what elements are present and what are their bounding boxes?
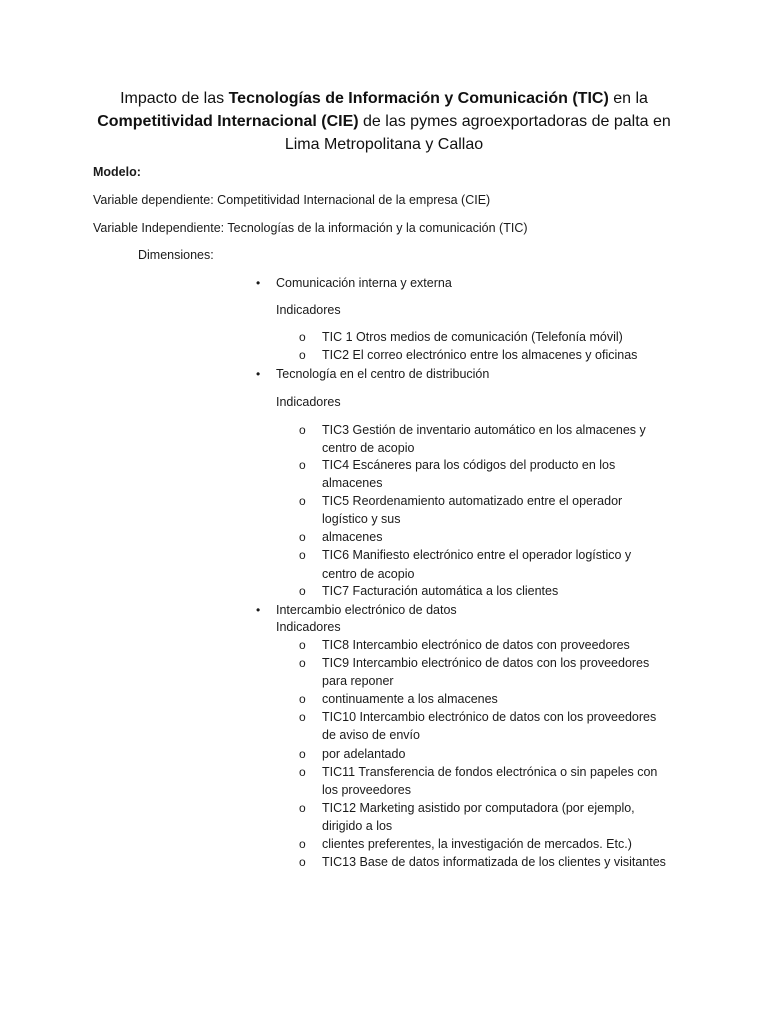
circle-bullet: o — [299, 801, 306, 815]
indicator-tic11-line1: TIC11 Transferencia de fondos electrónica o sin papeles con — [322, 765, 658, 779]
dimension-1-label: Comunicación interna y externa — [276, 276, 452, 290]
modelo-label: Modelo: — [93, 165, 141, 179]
circle-bullet: o — [299, 692, 306, 706]
title-line-1: Impacto de las Tecnologías de Información y Comunicación (TIC) en la — [120, 90, 648, 107]
indicator-tic12-line1: TIC12 Marketing asistido por computadora (por ejemplo, — [322, 801, 635, 815]
indicator-tic3-line2: centro de acopio — [322, 441, 415, 455]
title-bold-cie: Competitividad Internacional (CIE) — [97, 113, 359, 130]
dimension-2-label: Tecnología en el centro de distribución — [276, 367, 490, 381]
indicator-tic12-line2: dirigido a los — [322, 819, 393, 833]
circle-bullet: o — [299, 458, 306, 472]
circle-bullet: o — [299, 656, 306, 670]
dimensiones-label: Dimensiones: — [138, 248, 214, 262]
circle-bullet: o — [299, 494, 306, 508]
circle-bullet: o — [299, 837, 306, 851]
dimension-1-indicadores: Indicadores — [276, 303, 341, 317]
indicator-tic10-line2: de aviso de envío — [322, 728, 420, 742]
indicator-tic4-line2: almacenes — [322, 476, 383, 490]
circle-bullet: o — [299, 348, 306, 362]
indicator-clientes-preferentes: clientes preferentes, la investigación de mercados. Etc.) — [322, 837, 632, 851]
bullet-dim2: • — [256, 367, 261, 381]
indicator-tic7: TIC7 Facturación automática a los clientes — [322, 584, 559, 598]
circle-bullet: o — [299, 710, 306, 724]
indicator-continuamente: continuamente a los almacenes — [322, 692, 498, 706]
circle-bullet: o — [299, 855, 306, 869]
circle-bullet: o — [299, 747, 306, 761]
indicator-tic6-line2: centro de acopio — [322, 567, 415, 581]
indicator-tic6-line1: TIC6 Manifiesto electrónico entre el operador logístico y — [322, 548, 632, 562]
indicator-tic8: TIC8 Intercambio electrónico de datos con proveedores — [322, 638, 630, 652]
indicator-tic11-line2: los proveedores — [322, 783, 411, 797]
indicator-almacenes: almacenes — [322, 530, 383, 544]
variable-independiente: Variable Independiente: Tecnologías de la información y la comunicación (TIC) — [93, 221, 528, 235]
document-title — [60, 87, 708, 156]
dimension-2-indicadores: Indicadores — [276, 395, 341, 409]
dimension-3-indicadores: Indicadores — [276, 620, 341, 634]
indicator-tic4-line1: TIC4 Escáneres para los códigos del producto en los — [322, 458, 616, 472]
indicator-tic5-line2: logístico y sus — [322, 512, 401, 526]
indicator-tic10-line1: TIC10 Intercambio electrónico de datos con los proveedores — [322, 710, 657, 724]
indicator-tic1: TIC 1 Otros medios de comunicación (Telefonía móvil) — [322, 330, 623, 344]
bullet-dim3: • — [256, 603, 261, 617]
circle-bullet: o — [299, 584, 306, 598]
circle-bullet: o — [299, 330, 306, 344]
circle-bullet: o — [299, 638, 306, 652]
indicator-por-adelantado: por adelantado — [322, 747, 406, 761]
variable-dependiente: Variable dependiente: Competitividad Internacional de la empresa (CIE) — [93, 193, 491, 207]
title-line-2: Competitividad Internacional (CIE) de las pymes agroexportadoras de palta en — [97, 113, 671, 130]
circle-bullet: o — [299, 548, 306, 562]
indicator-tic3-line1: TIC3 Gestión de inventario automático en los almacenes y — [322, 423, 646, 437]
indicator-tic5-line1: TIC5 Reordenamiento automatizado entre el operador — [322, 494, 623, 508]
circle-bullet: o — [299, 765, 306, 779]
indicator-tic13: TIC13 Base de datos informatizada de los clientes y visitantes — [322, 855, 666, 869]
circle-bullet: o — [299, 423, 306, 437]
circle-bullet: o — [299, 530, 306, 544]
bullet-dim1: • — [256, 276, 261, 290]
dimension-3-label: Intercambio electrónico de datos — [276, 603, 457, 617]
indicator-tic9-line2: para reponer — [322, 674, 394, 688]
title-line-3: Lima Metropolitana y Callao — [284, 136, 484, 153]
indicator-tic2: TIC2 El correo electrónico entre los almacenes y oficinas — [322, 348, 638, 362]
indicator-tic9-line1: TIC9 Intercambio electrónico de datos con los proveedores — [322, 656, 650, 670]
title-bold-tic: Tecnologías de Información y Comunicación (TIC) — [228, 90, 609, 107]
